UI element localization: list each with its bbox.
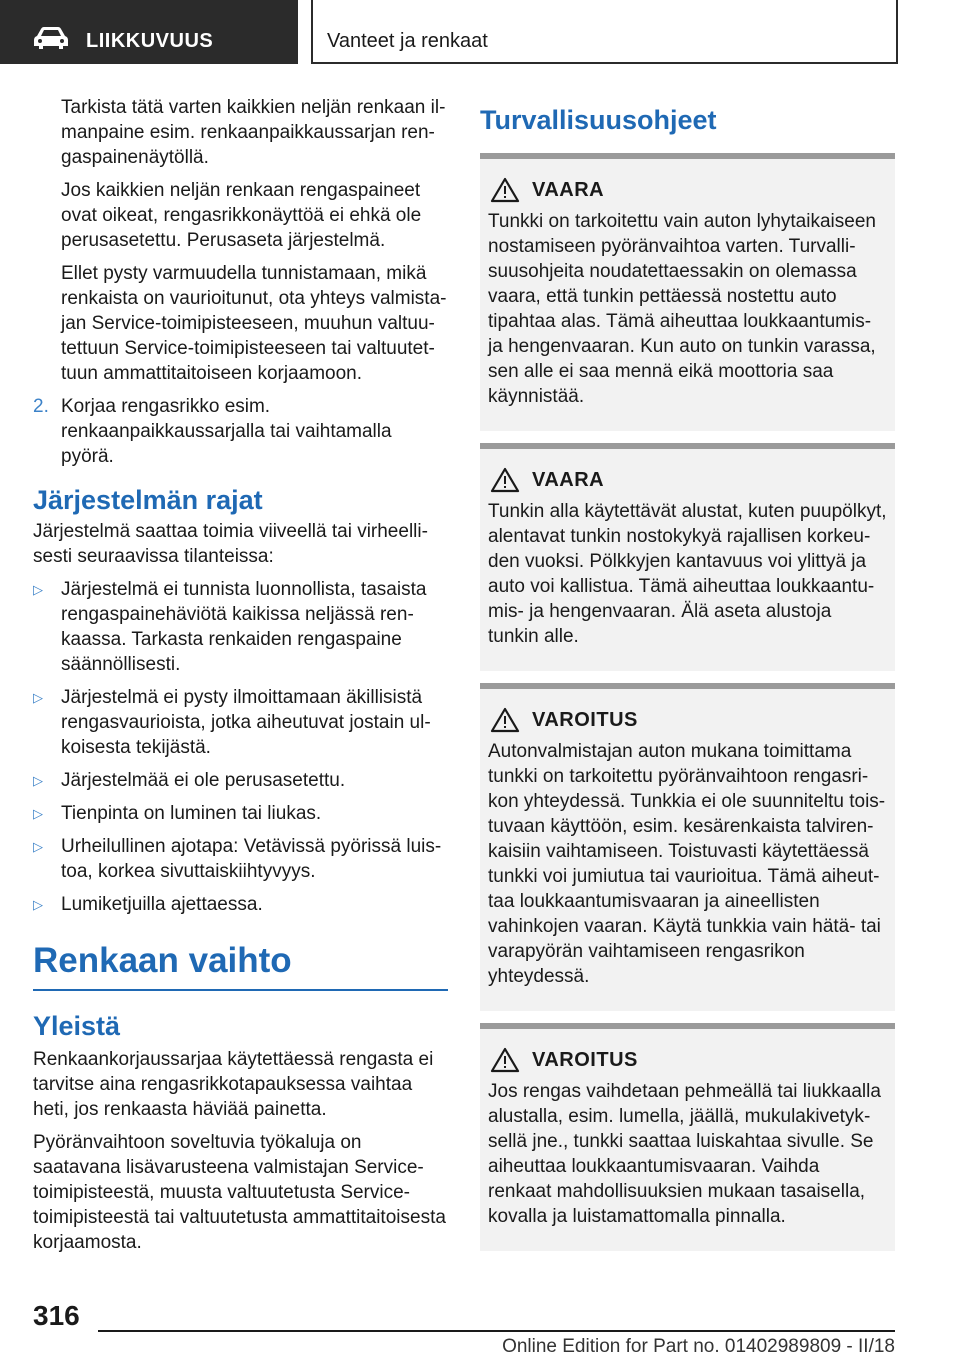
list-item: [33, 577, 448, 677]
warning-box: [480, 153, 895, 431]
list-item: [33, 801, 448, 826]
footer-edition: Online Edition for Part no. 01402989809 - II/18: [502, 1336, 895, 1357]
limits-intro: Järjestelmä saattaa toimia viiveellä tai virheellisesti seuraavissa tilanteissa:: [33, 521, 428, 567]
header-chapter-box: [311, 0, 898, 64]
section-heading: Renkaan vaihto: [33, 941, 292, 980]
header-section-tab: [0, 0, 298, 64]
header-section-title: LIIKKUVUUS: [86, 30, 214, 52]
intro-paragraph: Ellet pysty varmuudella tunnistamaan, mikä renkaista on vaurioitunut, ota yhteys valmistajan Service-toimipisteeseen, muuhun valtuutettuun Service-toimipisteeseen tai valtuutettuun ammattitaitoiseen korjaamoon.: [61, 263, 447, 384]
list-item-text: Tienpinta on luminen tai liukas.: [61, 803, 322, 824]
list-item-text: Järjestelmä ei tunnista luonnollista, tasaista rengaspainehäviötä kaikissa neljässä renkaassa. Tarkasta renkaiden rengaspaine säännöllisesti.: [61, 579, 427, 675]
list-item: [33, 892, 448, 917]
section-heading-wrap: [33, 939, 448, 991]
warning-text: Tunkki on tarkoitettu vain auton lyhytaikaiseen nostamiseen pyöränvaihtoa varten. Turvallisuusohjeita noudatettaessakin on olemassa vaara, että tunkin pettäessä nostettu auto tipahtaa alas. Tämä aiheuttaa loukkaantumis- ja hengenvaaran. Kun auto on tunkin varassa, sen alle ei saa mennä eikä moottoria saa käynnistää.: [488, 211, 876, 407]
car-icon: [33, 26, 69, 50]
list-item: [33, 768, 448, 793]
step-2: [33, 394, 448, 469]
warning-triangle-icon: [490, 177, 520, 203]
caution-box: [480, 683, 895, 1011]
page-number: 316: [33, 1300, 80, 1331]
warning-text: Tunkin alla käytettävät alustat, kuten puupölkyt, alentavat tunkin nostokykyä rajallisen korkeuden vuoksi. Pölkkyjen kantavuus voi ylittyä ja auto voi kallistua. Tämä aiheuttaa loukkaantumis- ja hengenvaaran. Älä aseta alustoja tunkin alle.: [488, 501, 887, 647]
safety-heading: Turvallisuusohjeet: [480, 105, 717, 135]
warning-text: Autonvalmistajan auton mukana toimittama tunkki on tarkoitettu pyöränvaihtoon rengasrikon yhteydessä. Tunkkia ei ole suunniteltu toistuvaan käyttöön, esim. kesärenkaista talvirenkaisiin vaihtamiseen. Toistuvasti käytettäessä tunkki voi jumiutua tai vaurioitua. Tämä aiheuttaa loukkaantumisvaaran ja aineellisten vahinkojen vaaran. Käytä tunkkia vain hätä- tai varapyörän vaihtamiseen rengasrikon yhteydessä.: [488, 741, 886, 987]
intro-paragraph: Tarkista tätä varten kaikkien neljän renkaan ilmanpaine esim. renkaanpaikkaussarjan rengaspainenäytöllä.: [61, 97, 446, 168]
warning-label: VAARA: [532, 178, 605, 201]
warning-triangle-icon: [490, 707, 520, 733]
triangle-bullet-icon: ▷: [33, 897, 43, 912]
triangle-bullet-icon: ▷: [33, 690, 43, 705]
list-item: [33, 834, 448, 884]
triangle-bullet-icon: ▷: [33, 839, 43, 854]
warning-label: VAROITUS: [532, 708, 638, 731]
list-item-text: Järjestelmä ei pysty ilmoittamaan äkillisistä rengasvaurioista, jotka aiheutuvat jostain ulkoisesta tekijästä.: [61, 687, 431, 758]
warning-label: VAARA: [532, 468, 605, 491]
general-paragraph: Pyöränvaihtoon soveltuvia työkaluja on saatavana lisävarusteena valmistajan Service-toimipisteestä, muusta valtuutetusta Service-toimipisteestä tai valtuutetusta ammattitaitoisesta korjaamosta.: [33, 1132, 446, 1253]
list-item: [33, 685, 448, 760]
list-item-text: Järjestelmää ei ole perusasetettu.: [61, 770, 346, 791]
warning-triangle-icon: [490, 1047, 520, 1073]
step-number: 2.: [33, 396, 49, 417]
header-chapter-title: Vanteet ja renkaat: [327, 30, 488, 52]
warning-box: [480, 443, 895, 671]
list-item-text: Urheilullinen ajotapa: Vetävissä pyörissä luistoa, korkea sivuttaiskiihtyvyys.: [61, 836, 442, 882]
left-column: [33, 95, 448, 1263]
footer-rule: [98, 1330, 895, 1332]
warning-text: Jos rengas vaihdetaan pehmeällä tai liukkaalla alustalla, esim. lumella, jäällä, mukulakivetyksellä jne., tunkki saattaa luiskahtaa sivulle. Se aiheuttaa loukkaantumisvaaran. Vaihda renkaat mahdollisuuksien mukaan tasaisella, kovalla ja luistamattomalla pinnalla.: [488, 1081, 881, 1227]
triangle-bullet-icon: ▷: [33, 582, 43, 597]
warning-triangle-icon: [490, 467, 520, 493]
step-text: Korjaa rengasrikko esim. renkaanpaikkaussarjalla tai vaihtamalla pyörä.: [61, 396, 392, 467]
triangle-bullet-icon: ▷: [33, 773, 43, 788]
limits-heading: Järjestelmän rajat: [33, 485, 263, 515]
general-paragraph: Renkaankorjaussarjaa käytettäessä rengasta ei tarvitse aina rengasrikkotapauksessa vaihtaa heti, jos renkaasta häviää painetta.: [33, 1049, 434, 1120]
warning-label: VAROITUS: [532, 1048, 638, 1071]
caution-box: [480, 1023, 895, 1251]
triangle-bullet-icon: ▷: [33, 806, 43, 821]
right-column: [480, 95, 895, 1263]
intro-paragraph: Jos kaikkien neljän renkaan rengaspaineet ovat oikeat, rengasrikkonäyttöä ei ehkä ole perusasetettu. Perusaseta järjestelmä.: [61, 180, 422, 251]
general-heading: Yleistä: [33, 1011, 121, 1041]
list-item-text: Lumiketjuilla ajettaessa.: [61, 894, 263, 915]
